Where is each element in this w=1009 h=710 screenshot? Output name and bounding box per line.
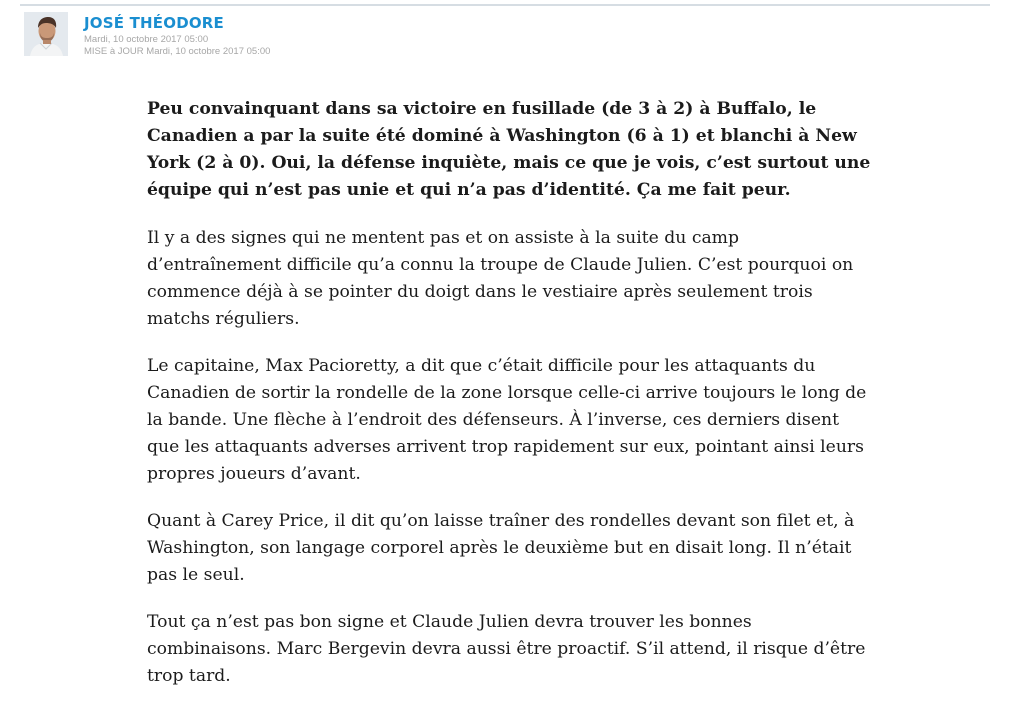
article-paragraph: Le capitaine, Max Pacioretty, a dit que c’était difficile pour les attaquants du Canadien de sortir la rondelle de la zone lorsque celle-ci arrive toujours le long de la bande. Une flèche à l’endroit des défenseurs. À l’inverse, ces derniers disent que les attaquants adverses arrivent trop rapidement sur eux, pointant ainsi leurs propres joueurs d’avant. — [147, 356, 867, 484]
article-paragraph: Il y a des signes qui ne mentent pas et on assiste à la suite du camp d’entraînement difficile qu’a connu la troupe de Claude Julien. C’est pourquoi on commence déjà à se pointer du doigt dans le vestiaire après seulement trois matchs réguliers. — [147, 228, 854, 329]
author-byline — [24, 12, 924, 60]
header-divider — [20, 4, 990, 6]
article-paragraph: Quant à Carey Price, il dit qu’on laisse traîner des rondelles devant son filet et, à Washington, son langage corporel après le deuxième but en disait long. Il n’était pas le seul. — [147, 511, 855, 585]
article-body — [147, 96, 872, 710]
updated-date: MISE à JOUR Mardi, 10 octobre 2017 05:00 — [84, 46, 271, 57]
article-lead: Peu convainquant dans sa victoire en fusillade (de 3 à 2) à Buffalo, le Canadien a par la suite été dominé à Washington (6 à 1) et blanchi à New York (2 à 0). Oui, la défense inquiète, mais ce que je vois, c’est surtout une équipe qui n’est pas unie et qui n’a pas d’identité. Ça me fait peur. — [147, 99, 871, 200]
author-name[interactable]: JOSÉ THÉODORE — [84, 14, 224, 32]
avatar-portrait-icon — [24, 12, 68, 56]
author-avatar[interactable] — [24, 12, 68, 56]
published-date: Mardi, 10 octobre 2017 05:00 — [84, 34, 209, 45]
article-paragraph: Tout ça n’est pas bon signe et Claude Julien devra trouver les bonnes combinaisons. Marc Bergevin devra aussi être proactif. S’il attend, il risque d’être trop tard. — [147, 612, 866, 686]
